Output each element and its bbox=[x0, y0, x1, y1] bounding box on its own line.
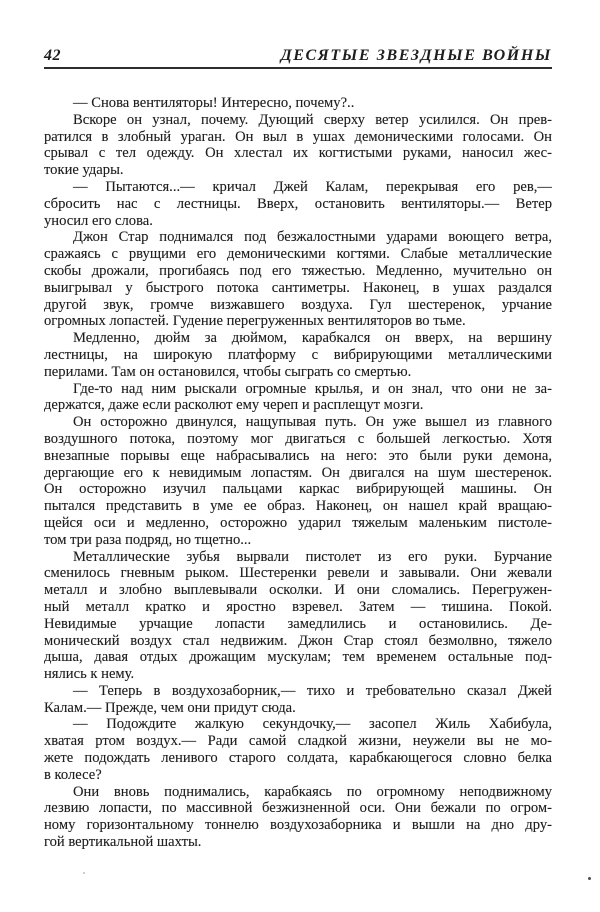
text-line: Джон Стар поднимался под безжалостными ударами воющего ветра, bbox=[73, 229, 552, 246]
scan-speck bbox=[83, 872, 85, 874]
scan-speck bbox=[588, 877, 591, 880]
text-line: Вскоре он узнал, почему. Дующий сверху ветер усилился. Он прев- bbox=[73, 111, 552, 128]
text-line: выигрывал у быстрого потока сантиметры. Наконец, в ушах раздался bbox=[44, 279, 552, 296]
text-line: токие удары. bbox=[44, 162, 124, 179]
text-line: Где-то над ним рыскали огромные крылья, и он знал, что они не за- bbox=[73, 380, 552, 397]
text-line: ратился в злобный ураган. Он выл в ушах демоническими голосами. Он bbox=[44, 128, 552, 145]
text-line: держатся, даже если расколют ему череп и расплещут мозги. bbox=[44, 397, 424, 414]
text-line: сменилось гневным рыком. Шестеренки ревели и завывали. Они жевали bbox=[44, 565, 552, 582]
page-header bbox=[44, 47, 552, 65]
text-line: том три раза подряд, но тщетно... bbox=[44, 531, 252, 548]
text-line: внезапные порывы еще набрасывались на него: это были руки демона, bbox=[44, 447, 552, 464]
text-line: другой звук, громче визжавшего воздуха. Гул шестеренок, урчание bbox=[44, 296, 552, 313]
text-line: — Снова вентиляторы! Интересно, почему?.. bbox=[73, 95, 355, 111]
text-line: скобы дрожали, прогибаясь под его тяжестью. Медленно, мучительно он bbox=[44, 262, 552, 279]
text-line: Калам.— Прежде, чем они придут сюда. bbox=[44, 699, 296, 716]
text-line: лестницы, на широкую платформу с вибрирующими металлическими bbox=[44, 346, 552, 363]
text-line: ному горизонтальному тоннелю воздухозаборника и вышли на дно дру- bbox=[44, 817, 552, 834]
text-line: огромных лопастей. Гудение перегруженных вентиляторов во тьме. bbox=[44, 313, 466, 330]
text-line: жете подождать ленивого старого солдата, карабкающегося словно белка bbox=[44, 750, 552, 767]
text-line: дыша, давая отдых дрожащим мускулам; тем временем остальные под- bbox=[44, 649, 552, 666]
text-line: — Теперь в воздухозаборник,— тихо и требовательно сказал Джей bbox=[73, 682, 552, 699]
text-line: щейся оси и медленно, осторожно ударил тяжелым маленьким пистоле- bbox=[44, 514, 552, 531]
text-line: Они вновь поднимались, карабкаясь по огромному неподвижному bbox=[73, 783, 552, 800]
text-line: пытался представить в уме ее образ. Наконец, он нашел край вращаю- bbox=[44, 498, 552, 515]
text-block bbox=[44, 95, 552, 851]
text-line: — Подождите жалкую секундочку,— засопел Жиль Хабибула, bbox=[73, 716, 552, 733]
text-line: монический воздух стал недвижим. Джон Стар стоял безмолвно, тяжело bbox=[44, 632, 552, 649]
text-line: ный металл кратко и яростно взревел. Затем — тишина. Покой. bbox=[44, 598, 552, 615]
text-line: Он осторожно двинулся, нащупывая путь. Он уже вышел из главного bbox=[73, 414, 552, 431]
header-rule bbox=[44, 67, 552, 69]
text-line: в колесе? bbox=[44, 766, 102, 783]
text-line: нялись к нему. bbox=[44, 666, 135, 683]
text-line: Металлические зубья вырвали пистолет из его руки. Бурчание bbox=[73, 548, 552, 565]
text-line: сражаясь с рвущими его демоническими когтями. Слабые металлические bbox=[44, 246, 552, 263]
text-line: воздушного потока, поэтому мог двигаться с большей легкостью. Хотя bbox=[44, 430, 552, 447]
text-line: Невидимые урчащие лопасти замедлились и остановились. Де- bbox=[44, 615, 552, 632]
text-line: Медленно, дюйм за дюймом, карабкался он вверх, на вершину bbox=[73, 330, 552, 347]
page-number: 42 bbox=[44, 47, 61, 64]
running-title: ДЕСЯТЫЕ ЗВЕЗДНЫЕ ВОЙНЫ bbox=[280, 47, 552, 64]
text-line: — Пытаются...— кричал Джей Калам, перекрывая его рев,— bbox=[73, 178, 552, 195]
text-line: металл и злобно выплевывали осколки. И они сломались. Перегружен- bbox=[44, 582, 552, 599]
text-line: гой вертикальной шахты. bbox=[44, 834, 202, 851]
text-line: Он осторожно изучил пальцами каркас вибрирующей машины. Он bbox=[44, 481, 552, 498]
text-line: перилами. Там он остановился, чтобы сыграть со смертью. bbox=[44, 363, 412, 380]
text-line: сбросить нас с лестницы. Вверх, остановить вентиляторы.— Ветер bbox=[44, 195, 552, 212]
text-line: дергающие его к невидимым лопастям. Он двигался на шум шестеренок. bbox=[44, 464, 552, 481]
text-line: срывал с тел одежду. Он хлестал их когтистыми руками, наносил жес- bbox=[44, 145, 552, 162]
text-line: уносил его слова. bbox=[44, 212, 153, 229]
text-line: хватая ртом воздух.— Ради самой сладкой жизни, неужели вы не мо- bbox=[44, 733, 552, 750]
text-line: лезвию лопасти, по массивной безжизненной оси. Они бежали по огром- bbox=[44, 800, 552, 817]
